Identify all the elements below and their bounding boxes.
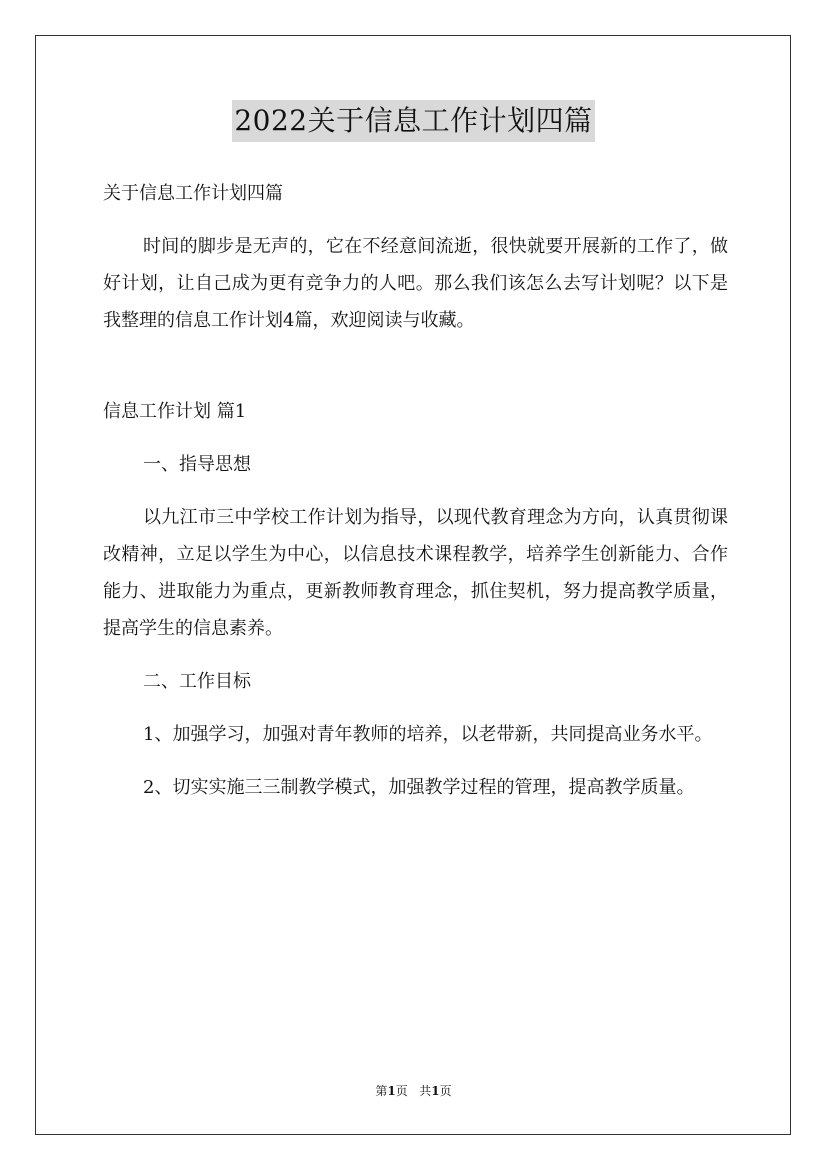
document-body <box>103 175 728 806</box>
total-pages: 1 <box>431 1084 440 1098</box>
total-label-prefix: 共 <box>419 1084 432 1098</box>
goal-2-paragraph: 2、切实实施三三制教学模式，加强教学过程的管理，提高教学质量。 <box>143 777 695 798</box>
spacer <box>103 212 728 228</box>
total-label-suffix: 页 <box>439 1084 452 1098</box>
spacer <box>103 700 728 716</box>
document-title: 2022关于信息工作计划四篇 <box>232 100 594 142</box>
title-container <box>0 100 827 142</box>
part2-heading: 二、工作目标 <box>143 671 251 692</box>
page-number: 1 <box>387 1084 396 1098</box>
spacer <box>103 339 728 393</box>
goal-1-paragraph: 1、加强学习，加强对青年教师的培养，以老带新，共同提高业务水平。 <box>143 724 713 745</box>
section-heading: 信息工作计划 篇1 <box>103 401 247 422</box>
part1-paragraph: 以九江市三中学校工作计划为指导，以现代教育理念为方向，认真贯彻课改精神，立足以学生为中心，以信息技术课程教学，培养学生创新能力、合作能力、进取能力为重点，更新教师教育理念，抓住契机，努力提高教学质量，提高学生的信息素养。 <box>103 507 728 639</box>
page-footer <box>0 1082 827 1099</box>
spacer <box>103 483 728 499</box>
page-label-suffix: 页 <box>395 1084 408 1098</box>
page-label-prefix: 第 <box>375 1084 388 1098</box>
spacer <box>103 430 728 446</box>
spacer <box>103 647 728 663</box>
part1-heading: 一、指导思想 <box>143 454 251 475</box>
spacer <box>103 753 728 769</box>
intro-paragraph: 时间的脚步是无声的，它在不经意间流逝，很快就要开展新的工作了，做好计划，让自己成为更有竞争力的人吧。那么我们该怎么去写计划呢？以下是我整理的信息工作计划4篇，欢迎阅读与收藏。 <box>103 236 728 331</box>
document-subtitle: 关于信息工作计划四篇 <box>103 183 283 204</box>
